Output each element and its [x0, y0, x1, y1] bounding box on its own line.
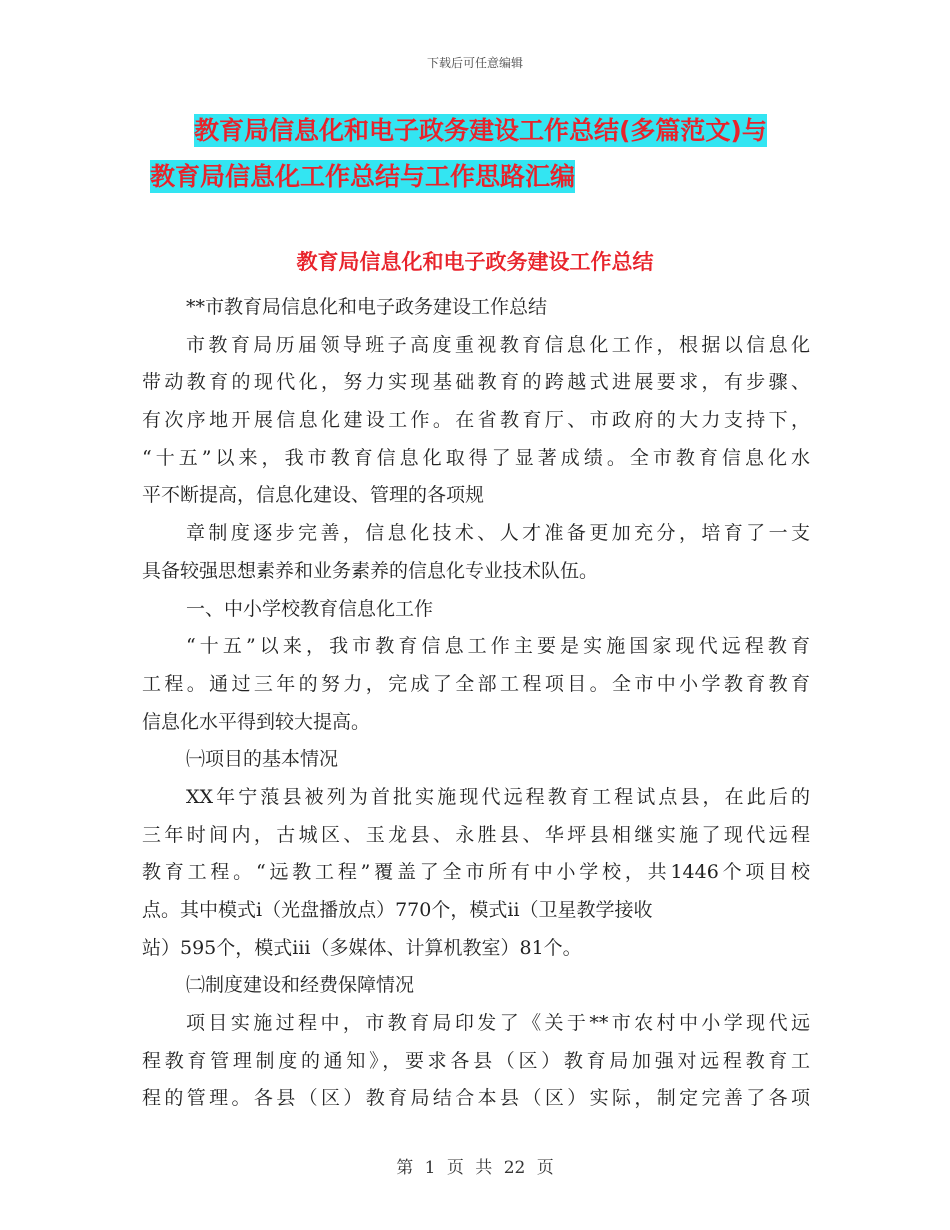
title-line-1-text: 教育局信息化和电子政务建设工作总结(多篇范文)与 — [194, 116, 767, 145]
paragraph-line: 章制度逐步完善，信息化技术、人才准备更加充分，培育了一支 — [186, 522, 810, 545]
paragraph-line: 项目实施过程中，市教育局印发了《关于**市农村中小学现代远 — [186, 1012, 810, 1035]
header-note: 下载后可任意编辑 — [426, 56, 523, 70]
title-line-2-text: 教育局信息化工作总结与工作思路汇编 — [150, 162, 576, 191]
paragraph-line: XX年宁蒗县被列为首批实施现代远程教育工程试点县，在此后的 — [186, 785, 810, 808]
paragraph-line: 具备较强思想素养和业务素养的信息化专业技术队伍。 — [142, 559, 599, 582]
paragraph-line: 点。其中模式ⅰ（光盘播放点）770个，模式ⅱ（卫星教学接收 — [142, 899, 653, 921]
title-line-1 — [150, 108, 810, 154]
paragraph-line: 有次序地开展信息化建设工作。在省教育厅、市政府的大力支持下， — [142, 409, 810, 432]
paragraph-line: 三年时间内，古城区、玉龙县、永胜县、华坪县相继实施了现代远程 — [142, 823, 810, 846]
paragraph-line: 教育工程。“远教工程”覆盖了全市所有中小学校，共1446个项目校 — [142, 861, 810, 884]
paragraph-line: 一、中小学校教育信息化工作 — [186, 597, 434, 620]
paragraph-line: ㈠项目的基本情况 — [186, 748, 339, 771]
section-title: 教育局信息化和电子政务建设工作总结 — [296, 250, 654, 274]
paragraph-line: 程的管理。各县（区）教育局结合本县（区）实际，制定完善了各项 — [142, 1087, 810, 1110]
body-text — [142, 289, 810, 1118]
title-line-2 — [150, 154, 810, 200]
paragraph-line: 带动教育的现代化，努力实现基础教育的跨越式进展要求，有步骤、 — [142, 371, 810, 394]
paragraph-line: 平不断提高，信息化建设、管理的各项规 — [142, 484, 485, 507]
paragraph-line: 站）595个，模式ⅲ（多媒体、计算机教室）81个。 — [142, 936, 582, 959]
paragraph-line: “十五”以来，我市教育信息化取得了显著成绩。全市教育信息化水 — [142, 446, 810, 469]
paragraph-line: **市教育局信息化和电子政务建设工作总结 — [186, 296, 548, 318]
paragraph-line: 市教育局历届领导班子高度重视教育信息化工作，根据以信息化 — [186, 333, 810, 356]
paragraph-line: 信息化水平得到较大提高。 — [142, 710, 371, 733]
paragraph-line: “十五”以来，我市教育信息工作主要是实施国家现代远程教育 — [186, 635, 810, 658]
page-footer: 第 1 页 共 22 页 — [396, 1158, 554, 1178]
document-title — [150, 108, 810, 200]
paragraph-line: 工程。通过三年的努力，完成了全部工程项目。全市中小学教育教育 — [142, 672, 810, 695]
paragraph-line: ㈡制度建设和经费保障情况 — [186, 974, 415, 997]
paragraph-line: 程教育管理制度的通知》，要求各县（区）教育局加强对远程教育工 — [142, 1049, 810, 1072]
